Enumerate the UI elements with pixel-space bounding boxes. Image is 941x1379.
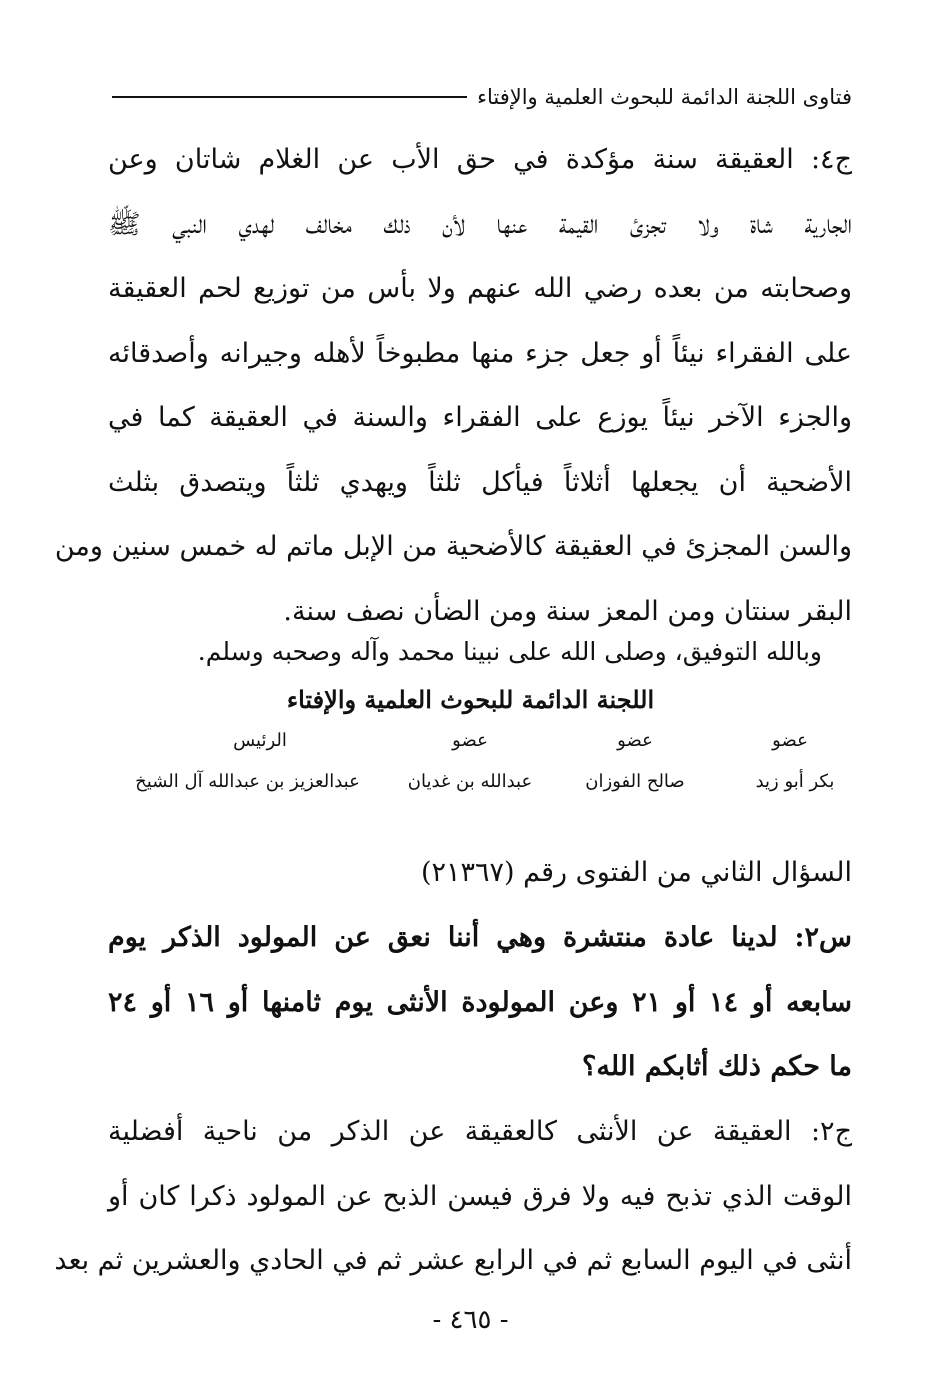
question-2-paragraph — [108, 906, 852, 1100]
answer-2-line: الوقت الذي تذبح فيه ولا فرق فيسن الذبح عن المولود ذكرا كان أو — [108, 1180, 852, 1212]
answer-4-line: الجارية شاة ولا تجزئ القيمة عنها لأن ذلك مخالف لهدي النبي ﷺ — [108, 208, 852, 240]
signatory-role: الرئيس — [233, 730, 287, 751]
question-2-line: ما حكم ذلك أثابكم الله؟ — [582, 1051, 852, 1082]
signatory-role: عضو — [452, 730, 488, 751]
answer-4-line: البقر سنتان ومن المعز سنة ومن الضأن نصف سنة. — [283, 595, 852, 627]
question-reference: السؤال الثاني من الفتوى رقم (٢١٣٦٧) — [420, 857, 852, 888]
signatory-name: عبدالعزيز بن عبدالله آل الشيخ — [135, 771, 360, 792]
answer-4-line: على الفقراء نيئاً أو جعل جزء منها مطبوخاً لأهله وجيرانه وأصدقائه — [108, 337, 852, 369]
header-title: فتاوى اللجنة الدائمة للبحوث العلمية والإفتاء — [477, 85, 852, 109]
signatory-name: بكر أبو زيد — [755, 771, 835, 792]
answer-2-paragraph — [54, 1100, 852, 1294]
answer-2-line: أنثى في اليوم السابع ثم في الرابع عشر ثم في الحادي والعشرين ثم بعد — [54, 1245, 852, 1276]
answer-4-line: الأضحية أن يجعلها أثلاثاً فيأكل ثلثاً ويهدي ثلثاً ويتصدق بثلث — [108, 466, 852, 498]
header-rule — [112, 96, 467, 98]
answer-4-line: ج٤: العقيقة سنة مؤكدة في حق الأب عن الغلام شاتان وعن — [108, 144, 852, 175]
closing-prayer: وبالله التوفيق، وصلى الله على نبينا محمد وآله وصحبه وسلم. — [197, 637, 822, 666]
page-number: - ٤٦٥ - — [432, 1305, 509, 1335]
answer-4-line: والسن المجزئ في العقيقة كالأضحية من الإبل ماتم له خمس سنين ومن — [54, 531, 852, 562]
committee-name: اللجنة الدائمة للبحوث العلمية والإفتاء — [286, 685, 655, 714]
answer-4-line: وصحابته من بعده رضي الله عنهم ولا بأس من توزيع لحم العقيقة — [108, 273, 852, 304]
signatory-role: عضو — [617, 730, 653, 751]
question-2-line: سابعه أو ١٤ أو ٢١ وعن المولودة الأنثى يوم ثامنها أو ١٦ أو ٢٤ — [108, 986, 852, 1018]
question-2-line: س٢: لدينا عادة منتشرة وهي أننا نعق عن المولود الذكر يوم — [108, 922, 852, 953]
signatory-name: عبدالله بن غديان — [407, 771, 533, 792]
answer-4-paragraph — [54, 128, 852, 644]
signatory-name: صالح الفوزان — [585, 771, 685, 792]
page-header — [112, 80, 852, 114]
signatory-role: عضو — [772, 730, 808, 751]
answer-4-line: والجزء الآخر نيئاً يوزع على الفقراء والسنة في العقيقة كما في — [108, 402, 852, 433]
answer-2-line: ج٢: العقيقة عن الأنثى كالعقيقة عن الذكر من ناحية أفضلية — [108, 1116, 852, 1147]
